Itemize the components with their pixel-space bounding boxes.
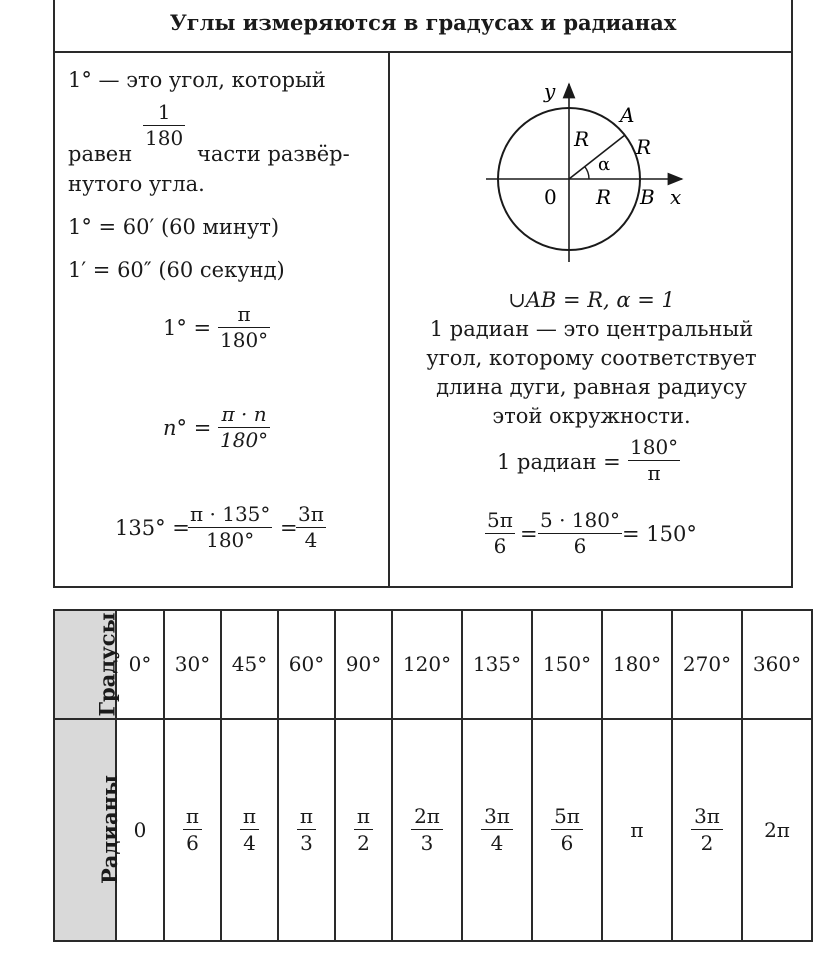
- radian-fraction: $\frac{\pi}{6}$: [183, 803, 202, 856]
- fraction-denominator: 180: [145, 126, 184, 150]
- radian-cell: 2π: [742, 719, 812, 941]
- radian-cell: [462, 719, 532, 941]
- degrees-row: [54, 610, 812, 719]
- degree-cell: 270°: [672, 610, 742, 719]
- radius-label-arc: R: [636, 135, 652, 159]
- radian-cell: [164, 719, 221, 941]
- radian-definition-line1: 1 радиан — это центральный: [429, 317, 754, 341]
- degree-cell: 180°: [602, 610, 672, 719]
- degree-definition-line1: 1° — это угол, который: [68, 68, 326, 92]
- radian-fraction: $\frac{3\pi}{4}$: [481, 803, 513, 856]
- y-axis-label: y: [544, 79, 556, 103]
- degree-cell: 60°: [278, 610, 335, 719]
- degree-cell: 90°: [335, 610, 392, 719]
- radian-cell: [278, 719, 335, 941]
- origin-label: 0: [544, 185, 557, 209]
- radian-cell: [672, 719, 742, 941]
- degrees-row-label: Градусы: [94, 612, 120, 717]
- radius-label-bottom: R: [596, 185, 612, 209]
- radian-cell: [335, 719, 392, 941]
- degree-definition-line2-pre: равен: [68, 142, 133, 166]
- formula1-lhs: 1° =: [163, 316, 212, 340]
- degree-fraction: [143, 100, 185, 151]
- radian-cell: [532, 719, 602, 941]
- degree-cell: 360°: [742, 610, 812, 719]
- degree-cell: 30°: [164, 610, 221, 719]
- radian-fraction: $\frac{\pi}{4}$: [240, 803, 259, 856]
- radian-definition-line2: угол, которому соответствует: [426, 346, 757, 370]
- degree-definition-line2-post: части развёр-: [197, 142, 350, 166]
- minutes-relation: 1° = 60′ (60 минут): [68, 215, 280, 239]
- radian-fraction: $\frac{\pi}{3}$: [297, 803, 316, 856]
- formula3-fraction1: $\frac{\pi \cdot 135^\circ}{180^\circ}$: [190, 502, 271, 552]
- alpha-label: α: [598, 154, 611, 175]
- degree-definition-line3: нутого угла.: [68, 172, 205, 196]
- conversion-table: [53, 609, 813, 942]
- point-a-label: A: [620, 103, 635, 127]
- degrees-row-header: [54, 610, 120, 719]
- radian-definition-line4: этой окружности.: [492, 404, 691, 428]
- radian-fraction: $\frac{5\pi}{6}$: [551, 803, 583, 856]
- radian-cell: 0: [116, 719, 164, 941]
- degree-cell: 45°: [221, 610, 278, 719]
- example-equals1: =: [520, 522, 538, 546]
- radian-definition-line3: длина дуги, равная радиусу: [436, 375, 747, 399]
- formula3-lhs: 135° =: [115, 516, 190, 540]
- fraction-numerator: 1: [143, 100, 185, 126]
- title-divider: [53, 51, 793, 53]
- radian-fraction: $\frac{3\pi}{2}$: [691, 803, 723, 856]
- example-result: = 150°: [622, 522, 697, 546]
- seconds-relation: 1′ = 60″ (60 секунд): [68, 258, 285, 282]
- radian-cell: [392, 719, 462, 941]
- example-fraction1: $\frac{5\pi}{6}$: [487, 508, 513, 558]
- radian-formula-fraction: $\frac{180^\circ}{\pi}$: [630, 435, 679, 485]
- degree-cell: 135°: [462, 610, 532, 719]
- formula2-fraction: $\frac{\pi \cdot n}{180^\circ}$: [220, 402, 269, 452]
- radian-fraction: $\frac{2\pi}{3}$: [411, 803, 443, 856]
- x-axis-label: x: [670, 185, 682, 209]
- radians-row-label: Радианы: [97, 775, 122, 885]
- radian-cell: π: [602, 719, 672, 941]
- angle-arc: [585, 167, 589, 179]
- unit-circle-diagram: [470, 78, 700, 268]
- formula3-equals: =: [280, 516, 298, 540]
- radian-formula-lhs: 1 радиан =: [497, 450, 621, 474]
- formula3-fraction2: $\frac{3\pi}{4}$: [298, 502, 324, 552]
- radius-label-top: R: [574, 127, 590, 151]
- arc-equation: ∪AB = R, α = 1: [508, 288, 675, 312]
- example-fraction2: $\frac{5 \cdot 180^\circ}{6}$: [540, 508, 620, 558]
- radian-cell: [221, 719, 278, 941]
- radians-row: [54, 719, 812, 941]
- formula1-fraction: $\frac{\pi}{180^\circ}$: [220, 302, 269, 352]
- page-title: Углы измеряются в градусах и радианах: [169, 10, 677, 35]
- degree-cell: 120°: [392, 610, 462, 719]
- radian-fraction: $\frac{\pi}{2}$: [354, 803, 373, 856]
- degree-cell: 0°: [116, 610, 164, 719]
- degree-cell: 150°: [532, 610, 602, 719]
- radians-row-header: [54, 719, 122, 941]
- point-b-label: B: [640, 185, 655, 209]
- formula2-lhs: n° =: [163, 416, 212, 440]
